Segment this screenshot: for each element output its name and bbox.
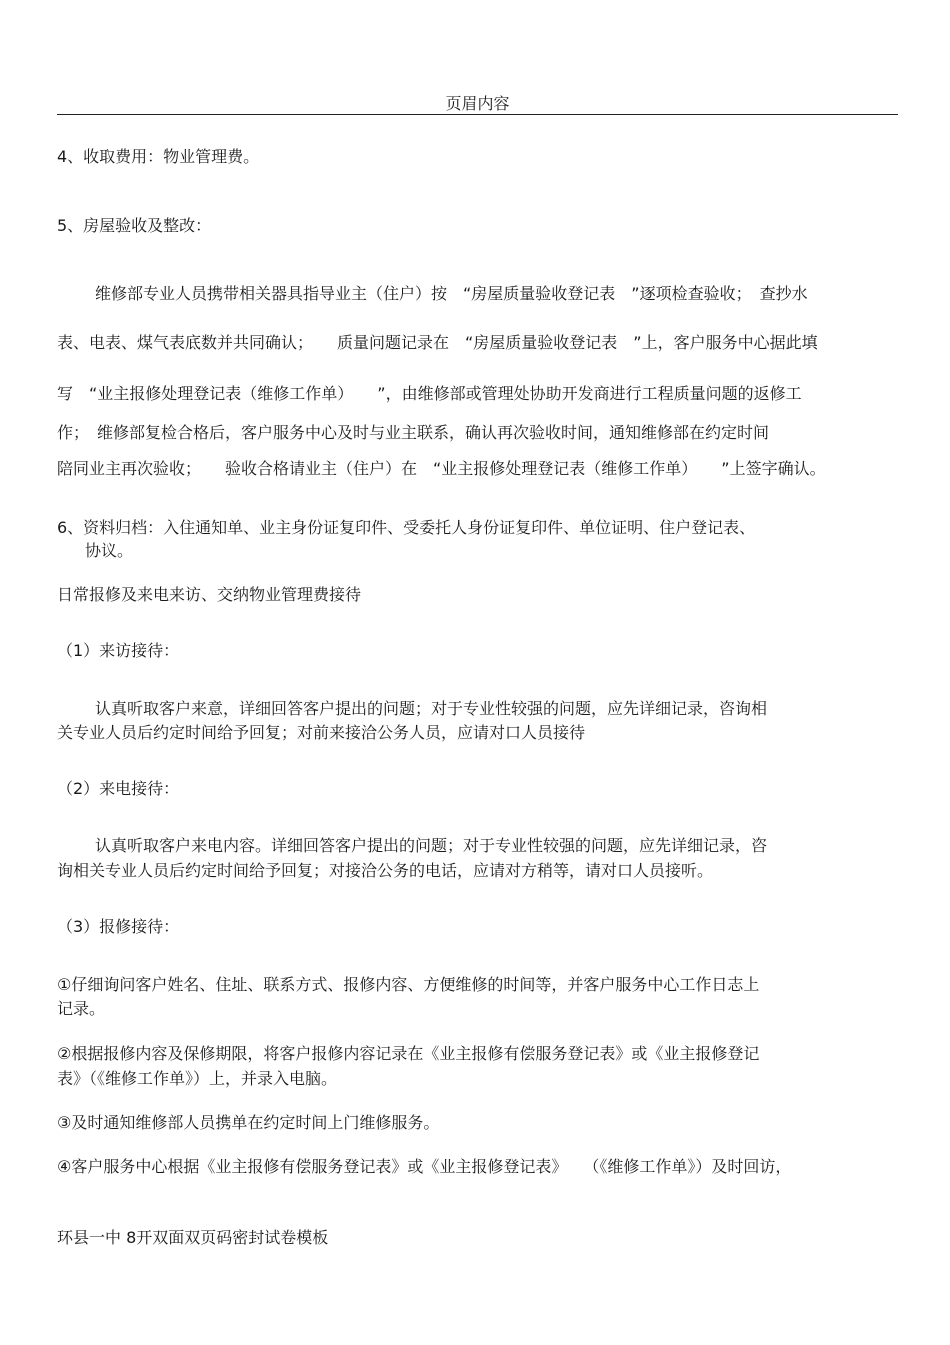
paragraph-line: 认真听取客户来电内容。详细回答客户提出的问题；对于专业性较强的问题，应先详细记录，咨 xyxy=(95,836,768,855)
item-6-archive: 6、资料归档：入住通知单、业主身份证复印件、受委托人身份证复印件、单位证明、住户登记表、 xyxy=(57,518,756,537)
paragraph-line: 询相关专业人员后约定时间给予回复；对接洽公务的电话，应请对方稍等，请对口人员接听。 xyxy=(57,861,714,880)
paragraph-line: 维修部专业人员携带相关器具指导业主（住户）按 “房屋质量验收登记表 ”逐项检查验收； 查抄水 xyxy=(95,284,808,303)
header-title: 页眉内容 xyxy=(445,94,510,113)
list-item: ④客户服务中心根据《业主报修有偿服务登记表》或《业主报修登记表》 （《维修工作单》）及时回访， xyxy=(57,1157,792,1176)
paragraph-line: 表、电表、煤气表底数并共同确认； 质量问题记录在 “房屋质量验收登记表 ”上，客户服务中心据此填 xyxy=(57,333,818,352)
paragraph-line: 作； 维修部复检合格后，客户服务中心及时与业主联系，确认再次验收时间，通知维修部在约定时间 xyxy=(57,423,770,442)
list-item: ③及时通知维修部人员携单在约定时间上门维修服务。 xyxy=(57,1113,440,1132)
list-item-cont: 表》（《维修工作单》）上，并录入电脑。 xyxy=(57,1069,338,1088)
list-item-cont: 记录。 xyxy=(57,999,106,1018)
paragraph-line: 认真听取客户来意，详细回答客户提出的问题；对于专业性较强的问题，应先详细记录，咨询相 xyxy=(95,699,768,718)
page-header xyxy=(57,88,898,115)
subheading-repair: （3）报修接待： xyxy=(57,917,180,936)
section-heading: 日常报修及来电来访、交纳物业管理费接待 xyxy=(57,585,362,604)
paragraph-line: 陪同业主再次验收； 验收合格请业主（住户）在 “业主报修处理登记表（维修工作单） ”上签字确认。 xyxy=(57,459,826,478)
item-4-fees: 4、收取费用：物业管理费。 xyxy=(57,147,260,166)
paragraph-line: 写 “业主报修处理登记表（维修工作单） ”，由维修部或管理处协助开发商进行工程质量问题的返修工 xyxy=(57,384,802,403)
item-6-archive-cont: 协议。 xyxy=(85,541,134,560)
list-item: ②根据报修内容及保修期限，将客户报修内容记录在《业主报修有偿服务登记表》或《业主报修登记 xyxy=(57,1044,760,1063)
subheading-visit: （1）来访接待： xyxy=(57,641,180,660)
subheading-call: （2）来电接待： xyxy=(57,779,180,798)
list-item: ①仔细询问客户姓名、住址、联系方式、报修内容、方便维修的时间等，并客户服务中心工作日志上 xyxy=(57,975,760,994)
page-footer: 环县一中 8开双面双页码密封试卷模板 xyxy=(57,1228,329,1247)
item-5-heading: 5、房屋验收及整改： xyxy=(57,216,212,235)
paragraph-line: 关专业人员后约定时间给予回复；对前来接洽公务人员，应请对口人员接待 xyxy=(57,723,586,742)
